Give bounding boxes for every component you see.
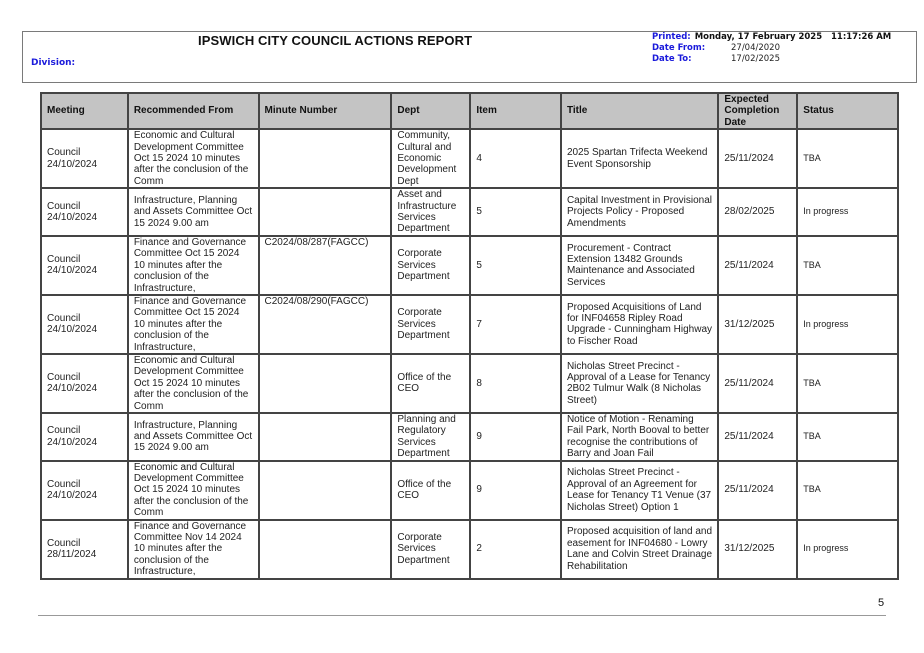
cell-meeting: Council 24/10/2024	[41, 236, 128, 295]
cell-item: 9	[470, 413, 561, 461]
cell-status: TBA	[797, 236, 898, 295]
cell-title: Notice of Motion - Renaming Fail Park, North Booval to better recognise the contributions of Barry and Joan Fail	[561, 413, 718, 461]
cell-dept: Community, Cultural and Economic Development Dept	[391, 129, 470, 188]
cell-title: Proposed acquisition of land and easement for INF04680 - Lowry Lane and Colvin Street Drainage Rehabilitation	[561, 520, 718, 579]
cell-recommended-from: Economic and Cultural Development Committee Oct 15 2024 10 minutes after the conclusion of the Comm	[128, 354, 259, 413]
cell-meeting: Council 24/10/2024	[41, 461, 128, 520]
cell-item: 9	[470, 461, 561, 520]
cell-dept: Corporate Services Department	[391, 295, 470, 354]
cell-minute-number	[259, 129, 392, 188]
table-row	[41, 461, 898, 520]
cell-dept: Planning and Regulatory Services Department	[391, 413, 470, 461]
cell-recommended-from: Finance and Governance Committee Oct 15 2024 10 minutes after the conclusion of the Infrastructure,	[128, 236, 259, 295]
actions-table	[40, 92, 899, 580]
table-row	[41, 236, 898, 295]
cell-expected-completion: 25/11/2024	[718, 236, 797, 295]
cell-status: In progress	[797, 520, 898, 579]
date-to-label: Date To:	[652, 54, 692, 64]
table-row	[41, 413, 898, 461]
table-row	[41, 188, 898, 236]
date-to-value: 17/02/2025	[731, 54, 780, 64]
column-header-dept: Dept	[391, 93, 470, 129]
cell-dept: Corporate Services Department	[391, 520, 470, 579]
cell-recommended-from: Infrastructure, Planning and Assets Committee Oct 15 2024 9.00 am	[128, 413, 259, 461]
cell-status: In progress	[797, 295, 898, 354]
cell-meeting: Council 24/10/2024	[41, 295, 128, 354]
date-from-value: 27/04/2020	[731, 43, 780, 53]
cell-status: TBA	[797, 461, 898, 520]
footer-divider	[38, 615, 886, 616]
table-header-row	[41, 93, 898, 129]
cell-status: TBA	[797, 413, 898, 461]
cell-meeting: Council 24/10/2024	[41, 129, 128, 188]
cell-item: 5	[470, 236, 561, 295]
cell-minute-number	[259, 188, 392, 236]
column-header-title: Title	[561, 93, 718, 129]
cell-dept: Corporate Services Department	[391, 236, 470, 295]
cell-expected-completion: 25/11/2024	[718, 413, 797, 461]
cell-title: Nicholas Street Precinct - Approval of an Agreement for Lease for Tenancy T1 Venue (37 Nicholas Street) Option 1	[561, 461, 718, 520]
column-header-item: Item	[470, 93, 561, 129]
cell-minute-number	[259, 520, 392, 579]
column-header-expected-completion-date: Expected Completion Date	[718, 93, 797, 129]
cell-minute-number: C2024/08/290(FAGCC)	[259, 295, 392, 354]
column-header-recommended-from: Recommended From	[128, 93, 259, 129]
cell-recommended-from: Finance and Governance Committee Oct 15 2024 10 minutes after the conclusion of the Infrastructure,	[128, 295, 259, 354]
table-row	[41, 354, 898, 413]
report-meta	[652, 32, 891, 65]
report-title: IPSWICH CITY COUNCIL ACTIONS REPORT	[198, 33, 473, 48]
cell-item: 5	[470, 188, 561, 236]
table-row	[41, 129, 898, 188]
date-to-row	[652, 54, 891, 65]
cell-minute-number: C2024/08/287(FAGCC)	[259, 236, 392, 295]
printed-row	[652, 32, 891, 43]
printed-label: Printed:	[652, 32, 691, 42]
cell-status: In progress	[797, 188, 898, 236]
table-body	[41, 129, 898, 578]
cell-status: TBA	[797, 129, 898, 188]
cell-recommended-from: Economic and Cultural Development Committee Oct 15 2024 10 minutes after the conclusion of the Comm	[128, 461, 259, 520]
cell-title: Nicholas Street Precinct - Approval of a Lease for Tenancy 2B02 Tulmur Walk (8 Nicholas Street)	[561, 354, 718, 413]
column-header-meeting: Meeting	[41, 93, 128, 129]
table-row	[41, 295, 898, 354]
cell-item: 8	[470, 354, 561, 413]
cell-expected-completion: 31/12/2025	[718, 520, 797, 579]
cell-expected-completion: 28/02/2025	[718, 188, 797, 236]
cell-dept: Office of the CEO	[391, 461, 470, 520]
cell-title: Capital Investment in Provisional Projects Policy - Proposed Amendments	[561, 188, 718, 236]
cell-meeting: Council 24/10/2024	[41, 413, 128, 461]
cell-item: 7	[470, 295, 561, 354]
cell-meeting: Council 24/10/2024	[41, 354, 128, 413]
cell-expected-completion: 25/11/2024	[718, 354, 797, 413]
cell-dept: Asset and Infrastructure Services Department	[391, 188, 470, 236]
column-header-status: Status	[797, 93, 898, 129]
cell-title: Procurement - Contract Extension 13482 Grounds Maintenance and Associated Services	[561, 236, 718, 295]
cell-item: 4	[470, 129, 561, 188]
cell-meeting: Council 28/11/2024	[41, 520, 128, 579]
cell-expected-completion: 25/11/2024	[718, 129, 797, 188]
cell-status: TBA	[797, 354, 898, 413]
cell-expected-completion: 31/12/2025	[718, 295, 797, 354]
page-number: 5	[878, 597, 885, 609]
cell-title: Proposed Acquisitions of Land for INF04658 Ripley Road Upgrade - Cunningham Highway to Fischer Road	[561, 295, 718, 354]
cell-dept: Office of the CEO	[391, 354, 470, 413]
cell-expected-completion: 25/11/2024	[718, 461, 797, 520]
printed-value: Monday, 17 February 2025 11:17:26 AM	[694, 32, 892, 42]
cell-item: 2	[470, 520, 561, 579]
cell-minute-number	[259, 413, 392, 461]
cell-minute-number	[259, 354, 392, 413]
cell-title: 2025 Spartan Trifecta Weekend Event Sponsorship	[561, 129, 718, 188]
cell-recommended-from: Economic and Cultural Development Committee Oct 15 2024 10 minutes after the conclusion of the Comm	[128, 129, 259, 188]
cell-recommended-from: Infrastructure, Planning and Assets Committee Oct 15 2024 9.00 am	[128, 188, 259, 236]
division-label: Division:	[31, 58, 76, 68]
cell-minute-number	[259, 461, 392, 520]
cell-recommended-from: Finance and Governance Committee Nov 14 2024 10 minutes after the conclusion of the Infrastructure,	[128, 520, 259, 579]
column-header-minute-number: Minute Number	[259, 93, 392, 129]
date-from-row	[652, 43, 891, 54]
date-from-label: Date From:	[652, 43, 706, 53]
cell-meeting: Council 24/10/2024	[41, 188, 128, 236]
table-row	[41, 520, 898, 579]
